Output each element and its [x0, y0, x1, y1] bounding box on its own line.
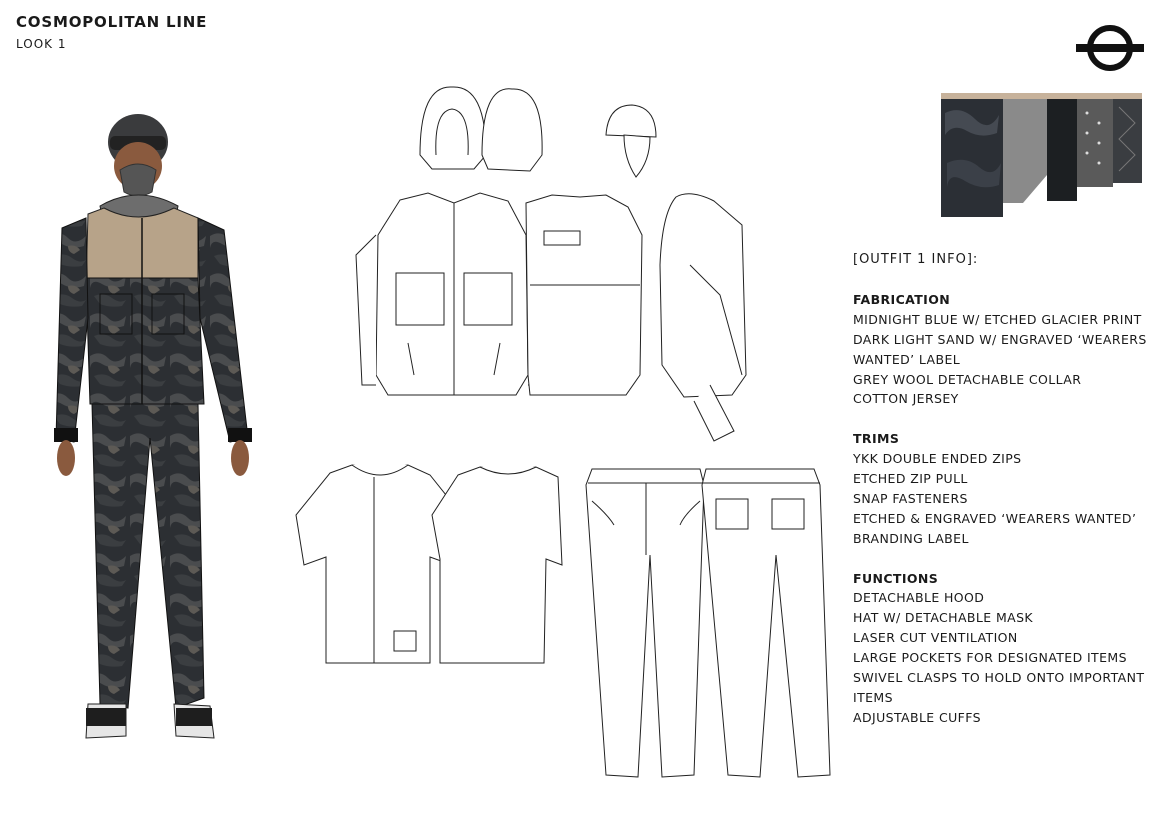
- list-item: LARGE POCKETS FOR DESIGNATED ITEMS: [853, 650, 1127, 666]
- jacket-side-sketch-icon: [660, 194, 746, 441]
- list-item: YKK DOUBLE ENDED ZIPS: [853, 451, 1022, 467]
- hat-with-mask-sketch-icon: [606, 105, 656, 177]
- list-item: HAT W/ DETACHABLE MASK: [853, 610, 1034, 626]
- list-item: SNAP FASTENERS: [853, 490, 968, 506]
- list-item: MIDNIGHT BLUE W/ ETCHED GLACIER PRINT: [853, 311, 1142, 327]
- jacket-front-sketch-icon: [356, 193, 548, 395]
- list-item: LASER CUT VENTILATION: [853, 630, 1018, 646]
- technical-flats: [290, 85, 850, 785]
- swatch-midnight: [1047, 99, 1077, 201]
- functions-section: [853, 569, 1153, 728]
- list-item: ETCHED ZIP PULL: [853, 471, 968, 487]
- outfit-info: [853, 250, 1153, 748]
- tshirt-front-sketch-icon: [296, 465, 462, 663]
- list-item: GREY WOOL DETACHABLE COLLAR: [853, 371, 1082, 387]
- list-item: SWIVEL CLASPS TO HOLD ONTO IMPORTANT ITEMS: [853, 670, 1145, 705]
- list-item: ADJUSTABLE CUFFS: [853, 709, 981, 725]
- list-item: DETACHABLE HOOD: [853, 590, 985, 606]
- jacket-back-sketch-icon: [526, 195, 642, 395]
- functions-title: FUNCTIONS: [853, 570, 939, 586]
- swatch-grey-wool: [1003, 99, 1047, 203]
- fabrication-section: [853, 290, 1153, 409]
- trims-title: TRIMS: [853, 431, 900, 447]
- swatch-dot-print: [1077, 99, 1113, 187]
- swatch-sand: [941, 93, 1142, 99]
- trousers-back-sketch-icon: [702, 469, 830, 777]
- roundel-logo-icon: [1076, 22, 1144, 74]
- look-subtitle: LOOK 1: [16, 37, 67, 51]
- trousers-front-sketch-icon: [586, 469, 704, 777]
- list-item: DARK LIGHT SAND W/ ENGRAVED ‘WEARERS WANTED’ LABEL: [853, 331, 1147, 367]
- list-item: ETCHED & ENGRAVED ‘WEARERS WANTED’ BRANDING LABEL: [853, 510, 1137, 546]
- model-illustration-icon: [48, 108, 258, 748]
- fabrication-title: FABRICATION: [853, 291, 951, 307]
- fabric-swatches: [941, 93, 1142, 217]
- trims-section: [853, 429, 1153, 548]
- detachable-hood-sketch-icon: [420, 87, 542, 171]
- tshirt-back-sketch-icon: [432, 467, 562, 663]
- list-item: COTTON JERSEY: [853, 391, 959, 407]
- outfit-info-heading: [OUTFIT 1 INFO]:: [853, 252, 979, 267]
- swatch-argyle: [1113, 99, 1142, 183]
- page-title: COSMOPOLITAN LINE: [16, 13, 208, 31]
